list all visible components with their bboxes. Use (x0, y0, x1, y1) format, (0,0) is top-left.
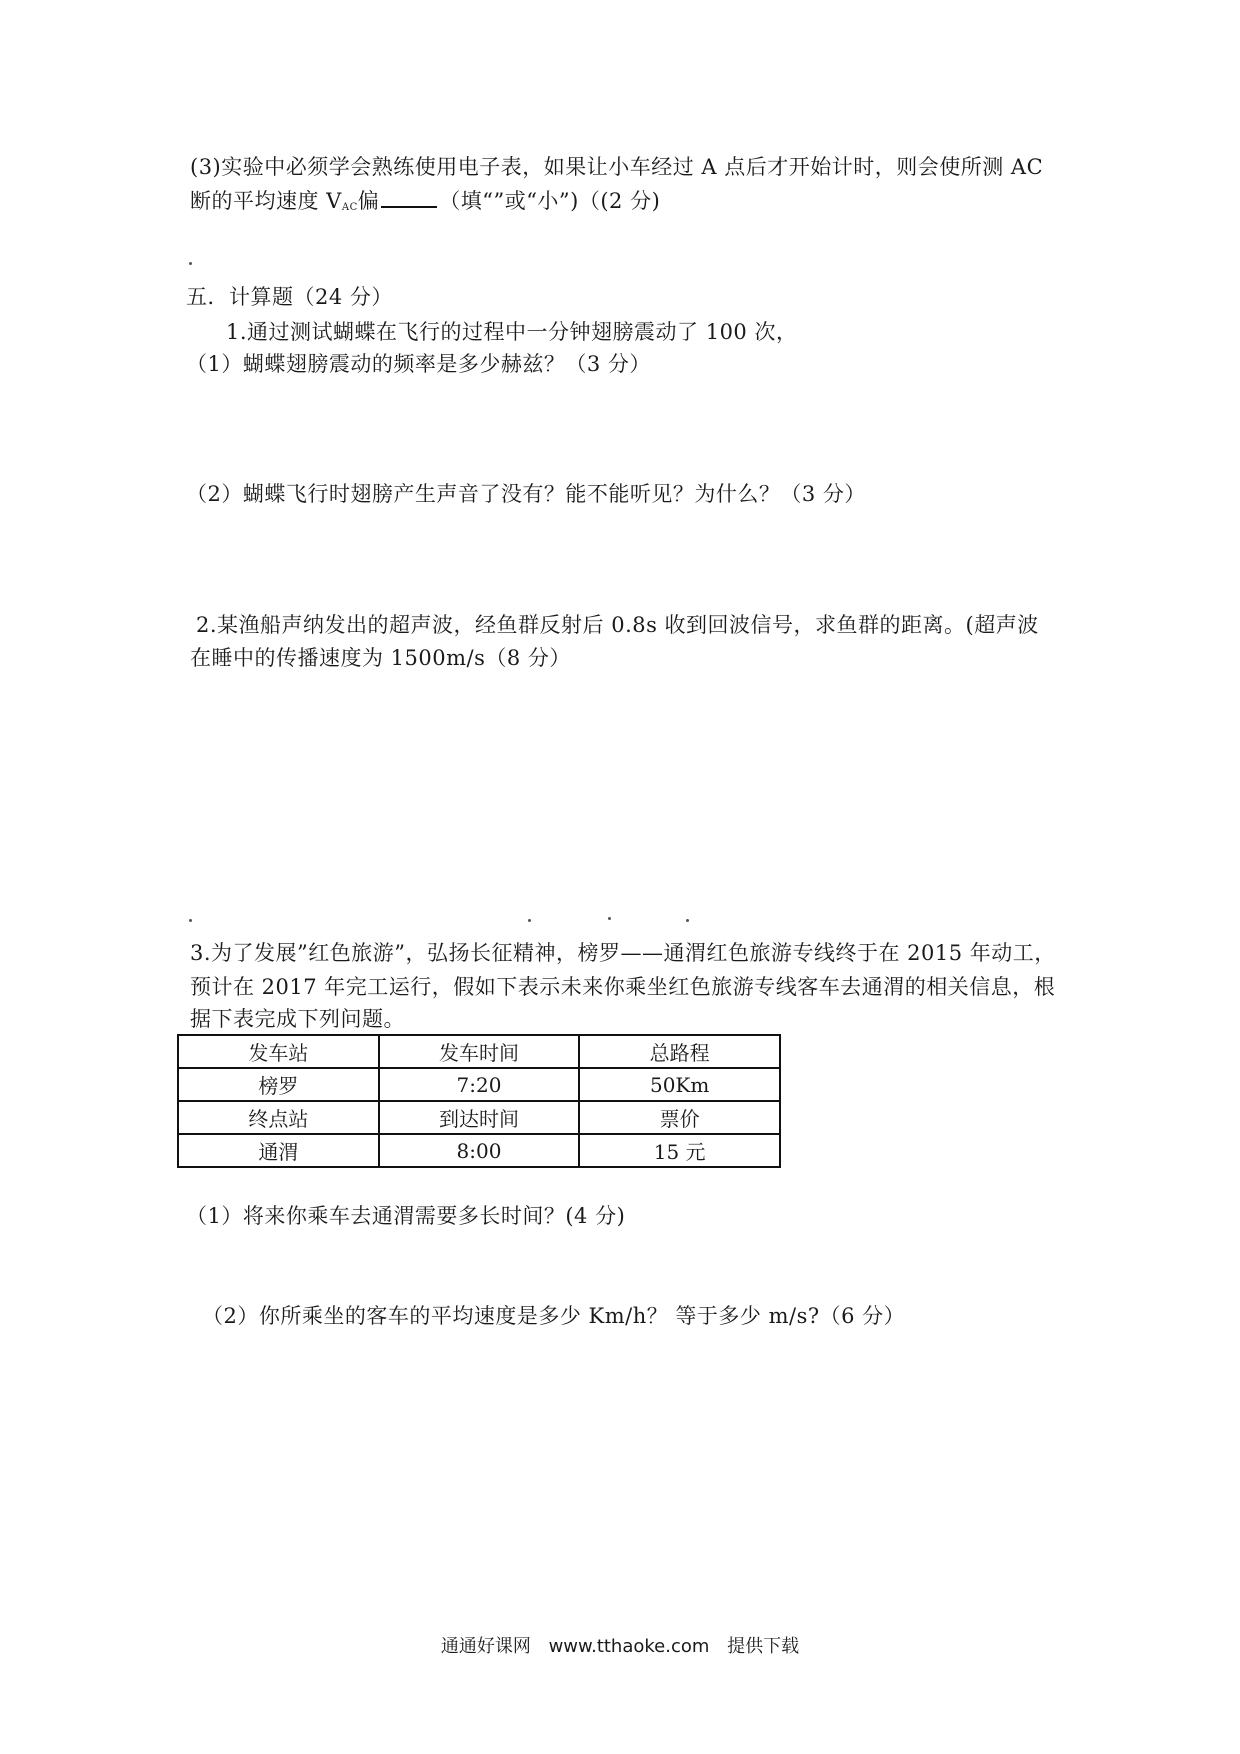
table-cell: 发车站 (178, 1035, 379, 1068)
q2-line1: 2.某渔船声纳发出的超声波，经鱼群反射后 0.8s 收到回波信号，求鱼群的距离。(超声波 (196, 613, 1039, 637)
q1-part1: （1）蝴蝶翅膀震动的频率是多少赫兹？（3 分） (186, 352, 651, 376)
q2-line2: 在睡中的传播速度为 1500m/s（8 分） (190, 646, 571, 670)
table-cell: 50Km (579, 1068, 780, 1101)
table-cell: 15 元 (579, 1134, 780, 1167)
scan-speck (686, 919, 689, 922)
q3-part2: （2）你所乘坐的客车的平均速度是多少 Km/h？ 等于多少 m/s?（6 分） (202, 1304, 906, 1328)
footer-url: www.tthaoke.com (548, 1636, 710, 1657)
table-cell: 到达时间 (379, 1101, 580, 1134)
scan-speck (189, 919, 192, 922)
q3-part3-text-b: 偏 (357, 189, 380, 213)
table-cell: 票价 (579, 1101, 780, 1134)
footer-download-text: 提供下载 (727, 1636, 800, 1657)
scan-speck (608, 917, 611, 920)
table-cell: 总路程 (579, 1035, 780, 1068)
subscript-ac: AC (341, 202, 358, 213)
table-row (178, 1035, 780, 1068)
table-cell: 8:00 (379, 1134, 580, 1167)
scan-speck (189, 262, 192, 265)
q3-line3: 据下表完成下列问题。 (190, 1007, 405, 1031)
fill-in-blank (381, 188, 437, 208)
q3-line1: 3.为了发展”红色旅游”，弘扬长征精神，榜罗——通渭红色旅游专线终于在 2015 年动工， (190, 941, 1056, 965)
q3-part3-line2 (190, 186, 660, 223)
table-cell: 终点站 (178, 1101, 379, 1134)
q3-line2: 预计在 2017 年完工运行，假如下表示未来你乘坐红色旅游专线客车去通渭的相关信息，根 (190, 975, 1056, 999)
table-row (178, 1101, 780, 1134)
table-cell: 通渭 (178, 1134, 379, 1167)
table-row (178, 1134, 780, 1167)
footer-site-name: 通通好课网 (440, 1636, 531, 1657)
table-cell: 7:20 (379, 1068, 580, 1101)
bus-info-table (177, 1034, 781, 1168)
table-cell: 发车时间 (379, 1035, 580, 1068)
page-footer (0, 1632, 1240, 1658)
section-title: 五．计算题（24 分） (186, 285, 393, 309)
table-cell: 榜罗 (178, 1068, 379, 1101)
q3-part3-text-a: 断的平均速度 V (190, 189, 342, 213)
q3-part3-text-c: （填“”或“小”)（(2 分) (439, 189, 661, 213)
q1-intro: 1.通过测试蝴蝶在飞行的过程中一分钟翅膀震动了 100 次， (226, 320, 798, 344)
table-row (178, 1068, 780, 1101)
q3-part3-line1: (3)实验中必须学会熟练使用电子表，如果让小车经过 A 点后才开始计时，则会使所测 AC (190, 155, 1044, 179)
scan-speck (528, 919, 531, 922)
q1-part2: （2）蝴蝶飞行时翅膀产生声音了没有？能不能听见？为什么？（3 分） (186, 482, 866, 506)
q3-part1: （1）将来你乘车去通渭需要多长时间？(4 分) (186, 1204, 626, 1228)
